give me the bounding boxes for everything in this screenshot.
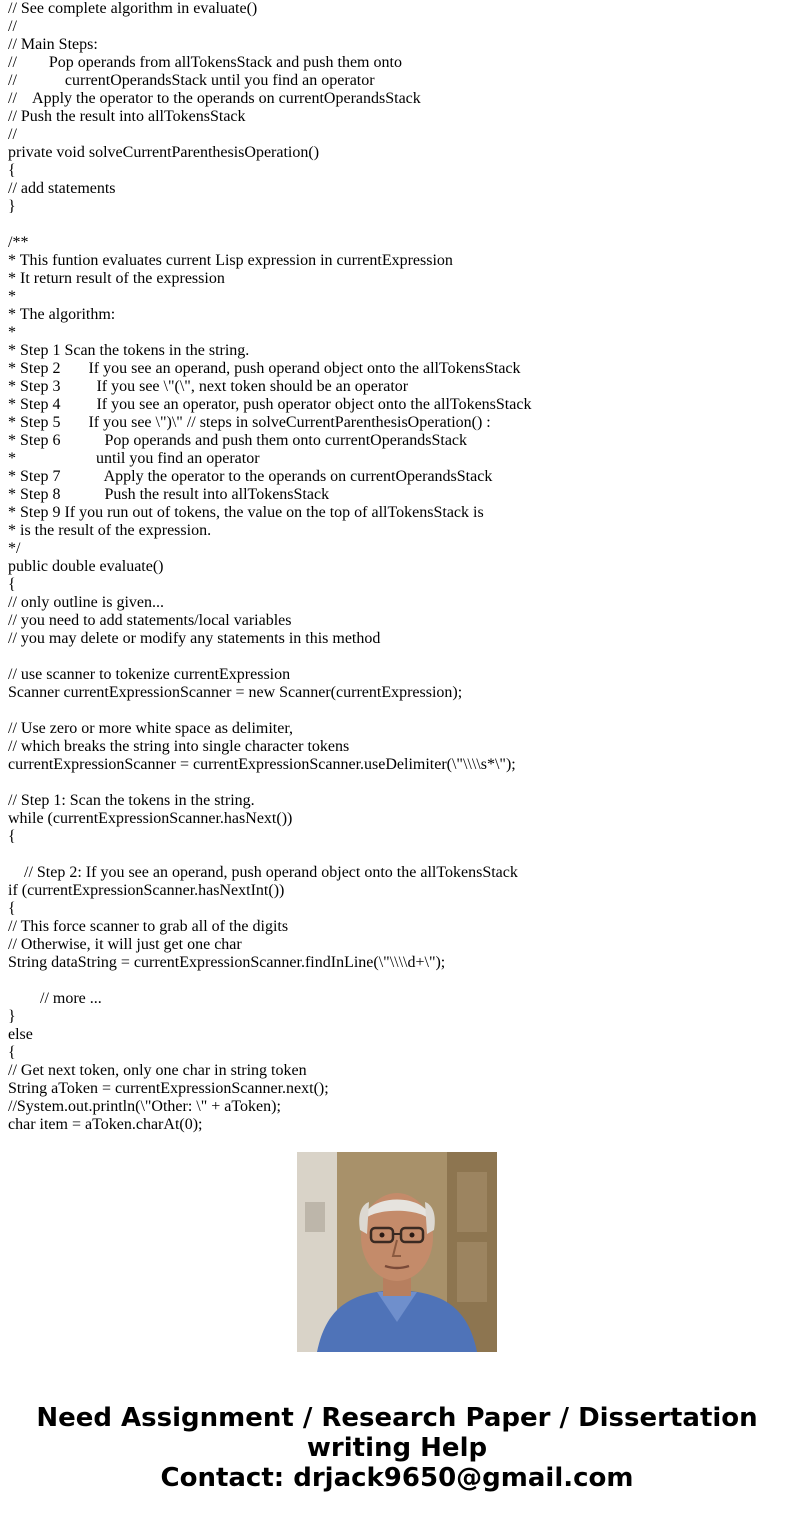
code-line: // you may delete or modify any statements in this method	[8, 630, 381, 647]
code-line: if (currentExpressionScanner.hasNextInt())	[8, 882, 285, 899]
code-line: String aToken = currentExpressionScanner.next();	[8, 1080, 329, 1097]
code-line: }	[8, 1008, 16, 1025]
code-line: }	[8, 198, 16, 215]
code-line: /**	[8, 234, 29, 251]
code-line: * This funtion evaluates current Lisp expression in currentExpression	[8, 252, 453, 269]
promo-contact: Contact: drjack9650@gmail.com	[160, 1463, 634, 1493]
code-line	[8, 774, 788, 792]
code-line: String dataString = currentExpressionScanner.findInLine(\"\\\\d+\");	[8, 954, 446, 971]
code-line	[8, 216, 788, 234]
code-line: // more ...	[8, 990, 102, 1007]
code-line: else	[8, 1026, 33, 1043]
promo-subline: writing Help	[306, 1433, 488, 1463]
code-line: * Step 7 Apply the operator to the operands on currentOperandsStack	[8, 468, 493, 485]
code-line	[8, 702, 788, 720]
code-line: {	[8, 1044, 16, 1061]
code-line: // you need to add statements/local variables	[8, 612, 292, 629]
code-line: // Pop operands from allTokensStack and push them onto	[8, 54, 402, 71]
code-line	[8, 972, 788, 990]
code-line: *	[8, 288, 16, 305]
code-line: char item = aToken.charAt(0);	[8, 1116, 203, 1133]
code-line: //System.out.println(\"Other: \" + aToken);	[8, 1098, 281, 1115]
code-line: // add statements	[8, 180, 116, 197]
promo-banner	[0, 1403, 794, 1493]
code-line: * Step 3 If you see \"(\", next token should be an operator	[8, 378, 409, 395]
code-line: {	[8, 828, 16, 845]
code-line: // See complete algorithm in evaluate()	[8, 0, 258, 17]
code-line: public double evaluate()	[8, 558, 164, 575]
code-line: * It return result of the expression	[8, 270, 225, 287]
code-line: // Use zero or more white space as delimiter,	[8, 720, 294, 737]
code-line: // Step 1: Scan the tokens in the string.	[8, 792, 255, 809]
code-line: *	[8, 324, 16, 341]
code-line: currentExpressionScanner = currentExpressionScanner.useDelimiter(\"\\\\s*\");	[8, 756, 516, 773]
code-line: {	[8, 576, 16, 593]
code-line	[8, 648, 788, 666]
code-line: // Otherwise, it will just get one char	[8, 936, 242, 953]
code-line: * is the result of the expression.	[8, 522, 212, 539]
code-line: * Step 1 Scan the tokens in the string.	[8, 342, 250, 359]
code-line: //	[8, 126, 17, 143]
code-line: while (currentExpressionScanner.hasNext())	[8, 810, 293, 827]
code-line: * Step 4 If you see an operator, push operator object onto the allTokensStack	[8, 396, 532, 413]
code-line: * Step 5 If you see \")\" // steps in solveCurrentParenthesisOperation() :	[8, 414, 491, 431]
code-line: {	[8, 162, 16, 179]
code-listing	[8, 0, 788, 1133]
code-line: // Apply the operator to the operands on currentOperandsStack	[8, 90, 421, 107]
code-line: * Step 9 If you run out of tokens, the value on the top of allTokensStack is	[8, 504, 484, 521]
promo-headline: Need Assignment / Research Paper / Dissertation	[36, 1403, 758, 1433]
code-line: private void solveCurrentParenthesisOperation()	[8, 144, 320, 161]
avatar	[297, 1152, 497, 1352]
code-line: {	[8, 900, 16, 917]
code-line	[8, 846, 788, 864]
code-line: // only outline is given...	[8, 594, 164, 611]
code-line: * until you find an operator	[8, 450, 260, 467]
code-line: // This force scanner to grab all of the digits	[8, 918, 289, 935]
code-line: * Step 2 If you see an operand, push operand object onto the allTokensStack	[8, 360, 521, 377]
code-line: // use scanner to tokenize currentExpression	[8, 666, 291, 683]
code-line: * Step 8 Push the result into allTokensStack	[8, 486, 330, 503]
code-line: Scanner currentExpressionScanner = new Scanner(currentExpression);	[8, 684, 463, 701]
code-line: // Push the result into allTokensStack	[8, 108, 246, 125]
code-line: * The algorithm:	[8, 306, 116, 323]
code-line: * Step 6 Pop operands and push them onto currentOperandsStack	[8, 432, 468, 449]
person-portrait-icon	[297, 1152, 497, 1352]
code-line: // which breaks the string into single character tokens	[8, 738, 350, 755]
code-line: // Main Steps:	[8, 36, 98, 53]
code-line: // Get next token, only one char in string token	[8, 1062, 307, 1079]
code-line: //	[8, 18, 17, 35]
code-line: */	[8, 540, 21, 557]
code-line: // currentOperandsStack until you find an operator	[8, 72, 375, 89]
code-line: // Step 2: If you see an operand, push operand object onto the allTokensStack	[8, 864, 518, 881]
